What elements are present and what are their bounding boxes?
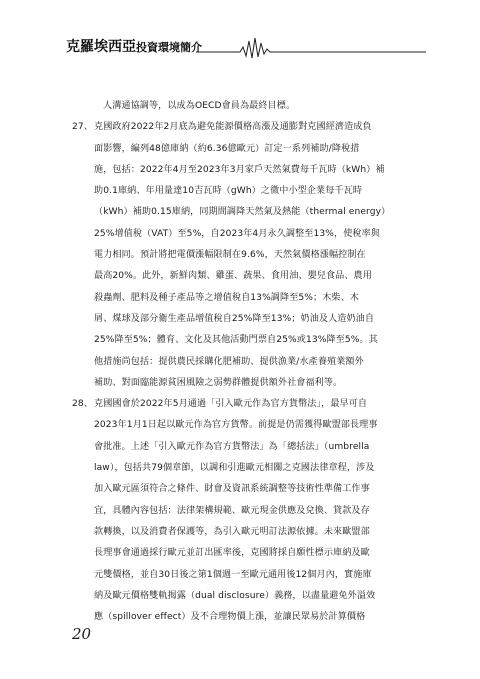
text-line: 補助、對面臨能源貧困風險之弱勢群體提供額外社會福利等。 — [94, 377, 343, 388]
text-line: law），包括共79個章節，以調和引進歐元相關之克國法律章程，涉及 — [94, 463, 375, 474]
text-line: 殺蟲劑、肥料及種子產品等之增值稅自13%調降至5%；木柴、木 — [94, 292, 359, 303]
page-number: 20 — [72, 625, 92, 643]
waveform-decoration — [196, 34, 426, 60]
text-line: 助0.1庫納、年用量達10吉瓦時（gWh）之微中小型企業每千瓦時 — [94, 186, 363, 197]
page-header — [0, 0, 480, 70]
text-line: 人溝通協調等，以成為OECD會員為最終目標。 — [103, 101, 296, 111]
text-line: 元雙價格，並自30日後之第1個週一至歐元通用後12個月內，實施庫 — [94, 569, 372, 580]
item-number: 28、 — [72, 399, 93, 410]
text-line: 2023年1月1日起以歐元作為官方貨幣。前提是仍需獲得歐盟部長理事 — [94, 420, 378, 431]
text-line: 應（spillover effect）及不合理物價上漲，並讓民眾易於計算價格 — [94, 612, 366, 623]
header-title-sub: 投資環境簡介 — [136, 41, 202, 54]
text-line: 會批准。上述「引入歐元作為官方貨幣法」為「總括法」（umbrella — [94, 441, 370, 452]
list-item-28-first-line — [72, 394, 420, 415]
text-line: 長理事會通過採行歐元並訂出匯率後，克國將採自願性標示庫納及歐 — [94, 548, 370, 559]
text-line: 施，包括：2022年4月至2023年3月家戶天然氣費每千瓦時（kWh）補 — [94, 164, 385, 175]
text-line: 電力相同。預計將把電價漲幅限制在9.6%，天然氣價格漲幅控制在 — [94, 250, 366, 261]
text-line: 他措施尚包括：提供農民採購化肥補助、提供漁業/水產養殖業額外 — [94, 356, 364, 367]
text-line: 屑、煤球及部分衛生產品增值稅自25%降至13%；奶油及人造奶油自 — [94, 313, 375, 324]
text-line: 宜，具體內容包括：法律架構規範、歐元現金供應及兌換、貸款及存 — [94, 505, 370, 516]
text-line: 納及歐元價格雙軌揭露（dual disclosure）義務，以盡量避免外溢效 — [94, 590, 376, 601]
header-title — [66, 36, 202, 56]
item-number: 27、 — [72, 122, 93, 133]
text-line: 25%降至5%；體育、文化及其他活動門票自25%或13%降至5%。其 — [94, 335, 378, 346]
text-line: 面影響，編列48億庫納（約6.36億歐元）訂定一系列補助/降稅措 — [94, 143, 360, 154]
text-line: 款轉換，以及消費者保護等，為引入歐元明訂法源依據。未來歐盟部 — [94, 526, 370, 537]
document-body — [72, 96, 420, 628]
header-title-main: 克羅埃西亞 — [66, 39, 136, 55]
text-line: （kWh）補助0.15庫納，同期間調降天然氣及熱能（thermal energy） — [94, 207, 391, 218]
text-line: 克國國會於2022年5月通過「引入歐元作為官方貨幣法」，最早可自 — [94, 399, 368, 410]
text-line: 克國政府2022年2月底為避免能源價格高漲及通膨對克國經濟造成負 — [94, 122, 372, 133]
text-line: 最高20%。此外，新鮮肉類、雞蛋、蔬果、食用油、嬰兒食品、農用 — [94, 271, 372, 282]
text-line: 25%增值稅（VAT）至5%，自2023年4月永久調整至13%，使稅率與 — [94, 228, 380, 239]
text-line: 加入歐元區須符合之條件、財會及資訊系統調整等技術性準備工作事 — [94, 484, 370, 495]
list-item-27-first-line — [72, 117, 420, 138]
